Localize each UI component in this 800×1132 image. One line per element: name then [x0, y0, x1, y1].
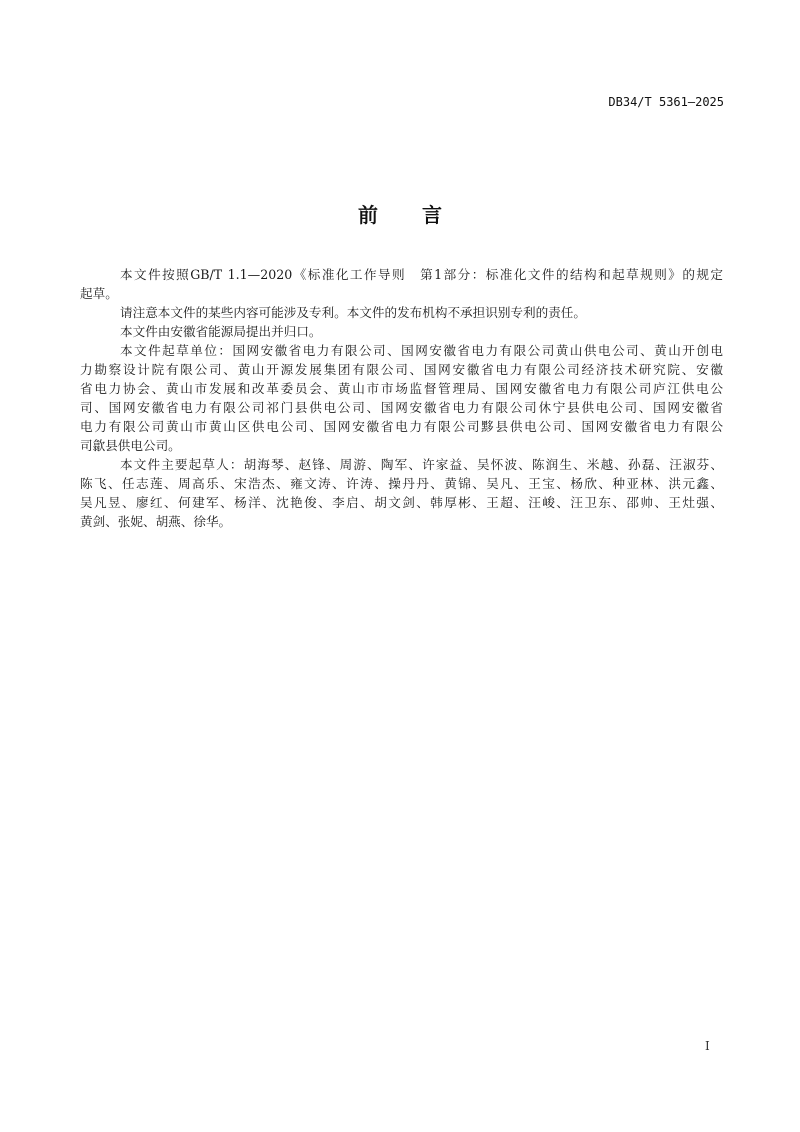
text-line: 力勘察设计院有限公司、黄山开源发展集团有限公司、国网安徽省电力有限公司经济技术研究院、安徽 — [80, 362, 723, 377]
paragraph-drafters — [80, 455, 723, 531]
text-line: 本文件按照GB/T 1.1—2020《标准化工作导则 第1部分：标准化文件的结构和起草规则》的规定 — [120, 267, 723, 282]
text-line: 司、国网安徽省电力有限公司祁门县供电公司、国网安徽省电力有限公司休宁县供电公司、国网安徽省 — [80, 400, 723, 415]
text-line: 陈飞、任志莲、周高乐、宋浩杰、雍文涛、许涛、操丹丹、黄锦、吴凡、王宝、杨欣、种亚林、洪元鑫、 — [80, 476, 723, 491]
text-line: 起草。 — [80, 286, 118, 301]
text-line: 本文件主要起草人：胡海琴、赵锋、周游、陶军、许家益、吴怀波、陈润生、米越、孙磊、汪淑芬、 — [120, 457, 723, 472]
foreword-body — [80, 265, 723, 531]
title-char-2: 言 — [422, 203, 442, 227]
paragraph-drafting-units — [80, 341, 723, 455]
text-line: 本文件由安徽省能源局提出并归口。 — [120, 324, 322, 339]
page-number: I — [705, 1039, 710, 1053]
text-line: 司歙县供电公司。 — [80, 438, 181, 453]
page-title — [0, 199, 800, 228]
text-line: 本文件起草单位：国网安徽省电力有限公司、国网安徽省电力有限公司黄山供电公司、黄山开创电 — [120, 343, 723, 358]
paragraph-proposer — [80, 322, 723, 341]
standard-code: DB34/T 5361—2025 — [608, 95, 724, 109]
paragraph-drafting-rules — [80, 265, 723, 303]
text-line: 省电力协会、黄山市发展和改革委员会、黄山市市场监督管理局、国网安徽省电力有限公司庐江供电公 — [80, 381, 723, 396]
title-char-1: 前 — [358, 203, 378, 227]
text-line: 黄剑、张妮、胡燕、徐华。 — [80, 514, 232, 529]
text-line: 电力有限公司黄山市黄山区供电公司、国网安徽省电力有限公司黟县供电公司、国网安徽省电力有限公 — [80, 419, 723, 434]
paragraph-patent-notice — [80, 303, 723, 322]
text-line: 吴凡昱、廖红、何建军、杨洋、沈艳俊、李启、胡文剑、韩厚彬、王超、汪峻、汪卫东、邵帅、王灶强、 — [80, 495, 723, 510]
text-line: 请注意本文件的某些内容可能涉及专利。本文件的发布机构不承担识别专利的责任。 — [120, 305, 586, 320]
